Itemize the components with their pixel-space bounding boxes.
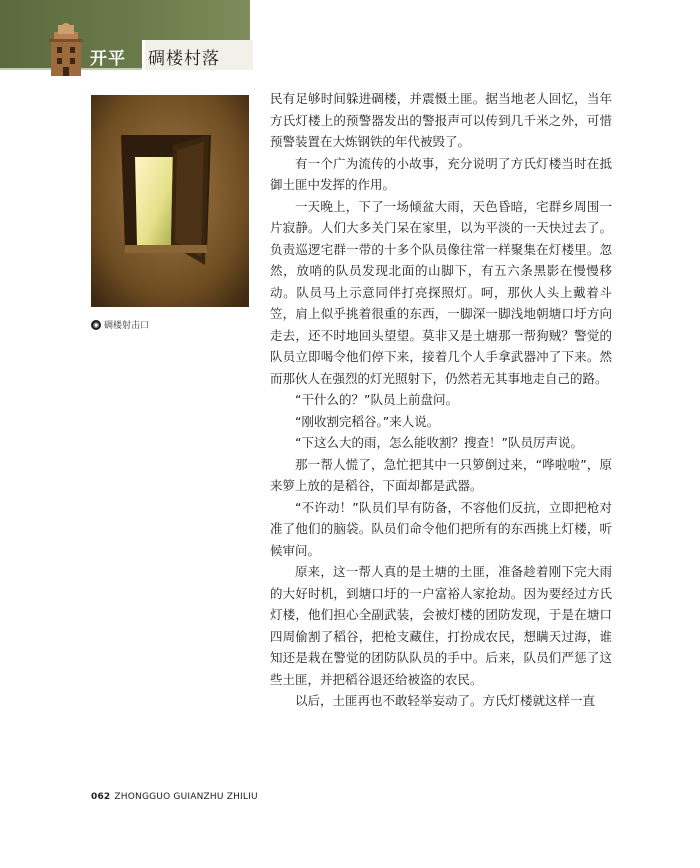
page-footer [91,792,258,802]
running-title: ZHONGGUO GUIANZHU ZHILIU [114,792,258,802]
loophole-photo [91,95,249,307]
diaolou-logo-icon [48,22,84,76]
section-title: 开平 [90,49,126,69]
paragraph: 一天晚上，下了一场倾盆大雨，天色昏暗，宅群乡周围一片寂静。人们大多关门呆在家里，以为平淡的一天快过去了。负责巡逻宅群一带的十多个队员像往常一样聚集在灯楼里。忽然，放哨的队员发现北面的山脚下，有五六条黑影在慢慢移动。队员马上示意同伴打亮探照灯。呵，那伙人头上戴着斗笠，肩上似乎挑着很重的东西，一脚深一脚浅地朝塘口圩方向走去，还不时地回头望望。莫非又是土塘那一帮狗贼？警觉的队员立即喝令他们停下来，接着几个人手拿武器冲了下来。然而那伙人在强烈的灯光照射下，仍然若无其事地走自己的路。 [270,198,612,386]
series-title: 碉楼村落 [148,49,220,69]
paragraph: “刚收割完稻谷。”来人说。 [295,413,440,429]
paragraph: 有一个广为流传的小故事，充分说明了方氏灯楼当时在抵御土匪中发挥的作用。 [270,155,612,192]
camera-icon: ◉ [92,320,100,329]
photo-caption [91,318,149,331]
paragraph: 原来，这一帮人真的是土塘的土匪，准备趁着刚下完大雨的大好时机，到塘口圩的一户富裕人家抢劫。因为要经过方氏灯楼，他们担心全副武装，会被灯楼的团防发现，于是在塘口四周偷割了稻谷，把枪支藏住，打扮成农民，想瞒天过海，谁知还是栽在警觉的团防队队员的手中。后来，队员们严惩了这些土匪，并把稻谷退还给被盗的农民。 [270,564,612,687]
paragraph: “不许动！”队员们早有防备，不容他们反抗，立即把枪对准了他们的脑袋。队员们命令他们把所有的东西挑上灯楼，听候审问。 [270,499,612,558]
article-body [270,88,612,712]
page-number: 062 [91,792,111,802]
paragraph: 以后，土匪再也不敢轻举妄动了。方氏灯楼就这样一直 [295,693,596,708]
paragraph: “干什么的？”队员上前盘问。 [295,392,458,407]
paragraph: “下这么大的雨，怎么能收割？搜查！”队员厉声说。 [295,435,583,450]
paragraph: 民有足够时间躲进碉楼，并震慑土匪。据当地老人回忆，当年方氏灯楼上的预警器发出的警报声可以传到几千米之外，可惜预警装置在大炼钢铁的年代被毁了。 [270,91,612,149]
caption-text: 碉楼射击口 [104,321,150,331]
paragraph: 那一帮人慌了，急忙把其中一只箩倒过来，“哗啦啦”，原来箩上放的是稻谷，下面却都是武器。 [270,456,612,493]
